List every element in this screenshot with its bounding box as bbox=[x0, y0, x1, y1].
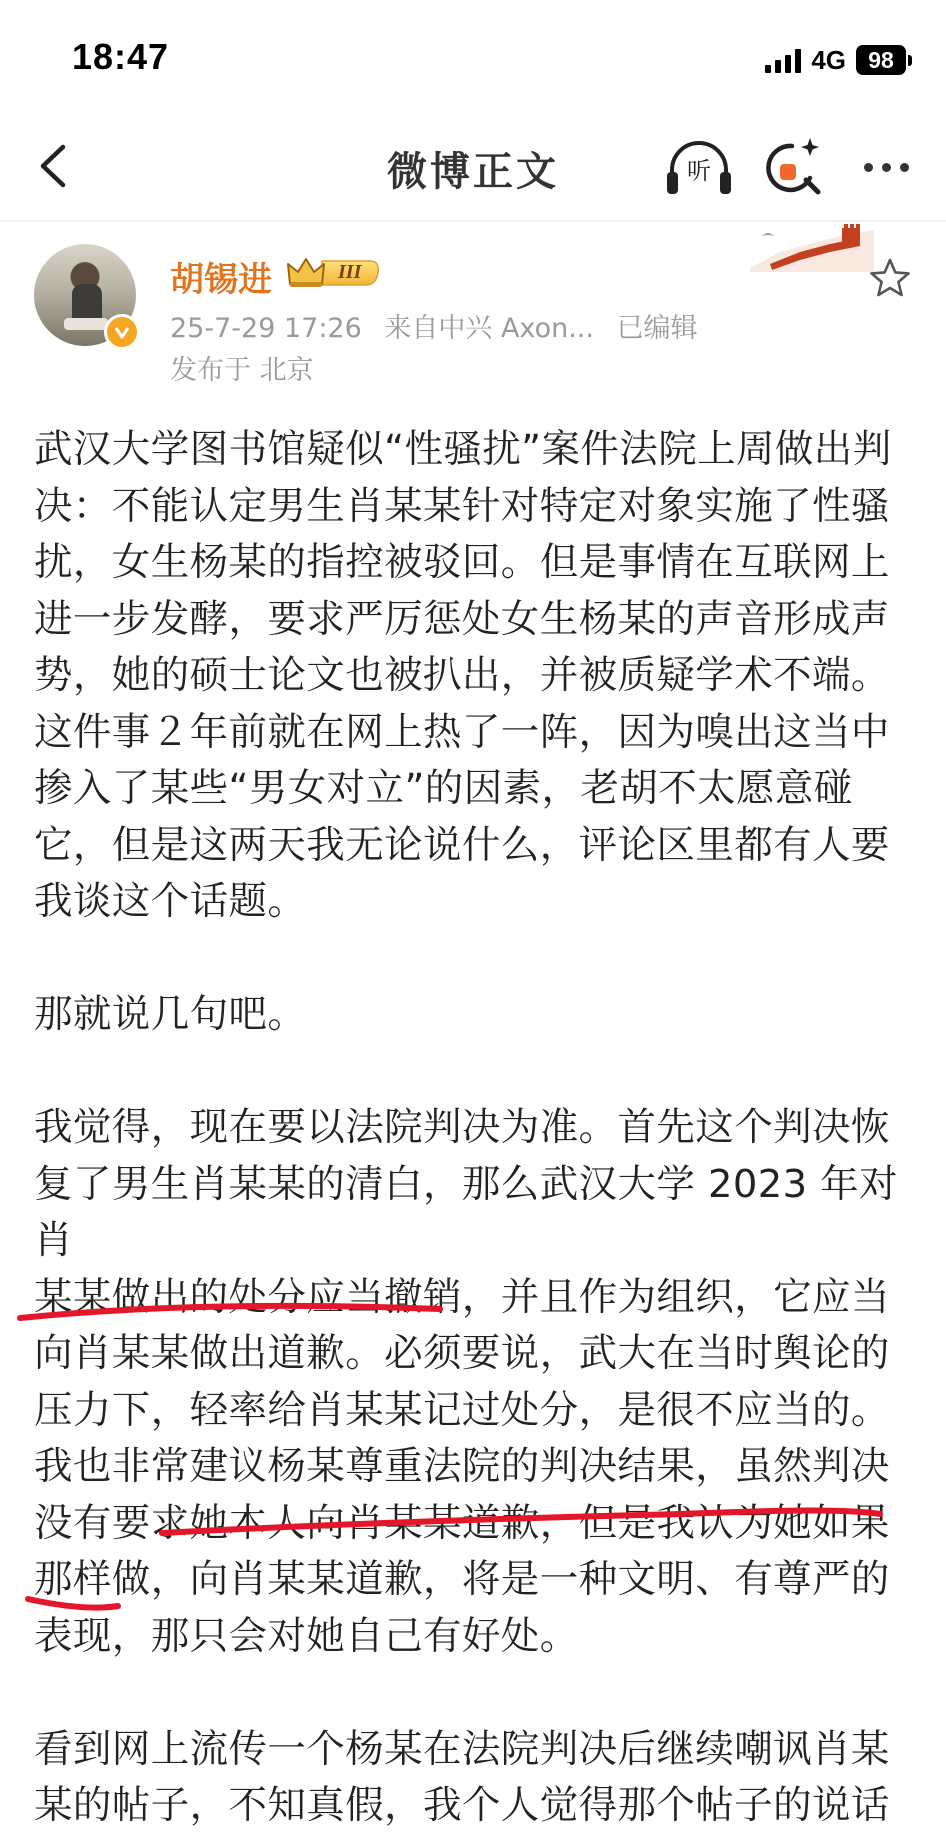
favorite-button[interactable] bbox=[868, 256, 912, 300]
post-line: 那就说几句吧。 bbox=[34, 992, 307, 1037]
great-wall-decoration-icon bbox=[750, 222, 874, 272]
post-line: 某的帖子，不知真假，我个人觉得那个帖子的说话 bbox=[34, 1783, 890, 1828]
battery-icon bbox=[856, 45, 912, 75]
battery-level: 98 bbox=[856, 45, 906, 75]
post-line: 进一步发酵，要求严厉惩处女生杨某的声音形成声 bbox=[34, 596, 890, 642]
author-name[interactable]: 胡锡进 bbox=[170, 260, 272, 300]
edited-label[interactable]: 已编辑 bbox=[616, 313, 698, 344]
listen-label: 听 bbox=[687, 157, 711, 185]
star-outline-icon bbox=[868, 256, 912, 300]
post-line: 这件事２年前就在网上热了一阵，因为嗅出这当中 bbox=[34, 709, 890, 755]
paragraph-gap bbox=[34, 1044, 914, 1101]
member-level: III bbox=[338, 261, 362, 283]
post-line: 决：不能认定男生肖某某针对特定对象实施了性骚 bbox=[34, 483, 890, 529]
post-line: 那样做，向肖某某道歉，将是一种文明、有尊严的 bbox=[34, 1557, 890, 1602]
nav-bar bbox=[0, 118, 946, 222]
post-source: 来自中兴 Axon... bbox=[384, 313, 594, 344]
member-badge[interactable] bbox=[286, 256, 382, 290]
paragraph-gap bbox=[34, 1665, 914, 1722]
post-location: 发布于 北京 bbox=[170, 355, 314, 386]
post-line: 势，她的硕士论文也被扒出，并被质疑学术不端。 bbox=[34, 653, 890, 698]
post-line: 扰，女生杨某的指控被驳回。但是事情在互联网上 bbox=[34, 540, 890, 585]
more-dots-icon bbox=[864, 163, 873, 172]
verified-v-icon bbox=[104, 314, 140, 350]
post-line: 向肖某某做出道歉。必须要说，武大在当时舆论的 bbox=[34, 1331, 890, 1376]
post-line: 没有要求她本人向肖某某道歉，但是我认为她如果 bbox=[34, 1500, 890, 1546]
post-line: 掺入了某些“男女对立”的因素，老胡不太愿意碰 bbox=[34, 766, 853, 811]
post-line: 表现，那只会对她自己有好处。 bbox=[34, 1613, 579, 1659]
crown-badge-icon bbox=[286, 256, 382, 290]
post-line: 我谈这个话题。 bbox=[34, 879, 307, 924]
post-line: 我觉得，现在要以法院判决为准。首先这个判决恢 bbox=[34, 1105, 890, 1150]
post-line: 压力下，轻率给肖某某记过处分，是很不应当的。 bbox=[34, 1387, 890, 1433]
post-meta bbox=[170, 306, 698, 345]
status-indicators bbox=[765, 44, 912, 76]
post-line: 它，但是这两天我无论说什么，评论区里都有人要 bbox=[34, 822, 890, 868]
signal-icon bbox=[765, 47, 801, 73]
ai-search-icon bbox=[762, 134, 826, 200]
page-title: 微博正文 bbox=[387, 149, 559, 195]
status-bar bbox=[0, 0, 946, 118]
ai-search-button[interactable] bbox=[762, 134, 826, 200]
post-body bbox=[34, 422, 914, 1835]
post-line: 我也非常建议杨某尊重法院的判决结果，虽然判决 bbox=[34, 1444, 890, 1489]
post-line: 复了男生肖某某的清白，那么武汉大学 2023 年对肖 bbox=[34, 1161, 898, 1263]
post-date: 25-7-29 17:26 bbox=[170, 313, 362, 344]
post-line: 看到网上流传一个杨某在法院判决后继续嘲讽肖某 bbox=[34, 1726, 890, 1772]
more-button[interactable] bbox=[856, 144, 916, 190]
status-time: 18:47 bbox=[72, 36, 170, 77]
paragraph-gap bbox=[34, 931, 914, 988]
network-label: 4G bbox=[811, 44, 846, 75]
post-line: 武汉大学图书馆疑似“性骚扰”案件法院上周做出判 bbox=[34, 427, 892, 472]
listen-button[interactable] bbox=[664, 136, 734, 202]
post-line: 某某做出的处分应当撤销，并且作为组织，它应当 bbox=[34, 1274, 890, 1320]
